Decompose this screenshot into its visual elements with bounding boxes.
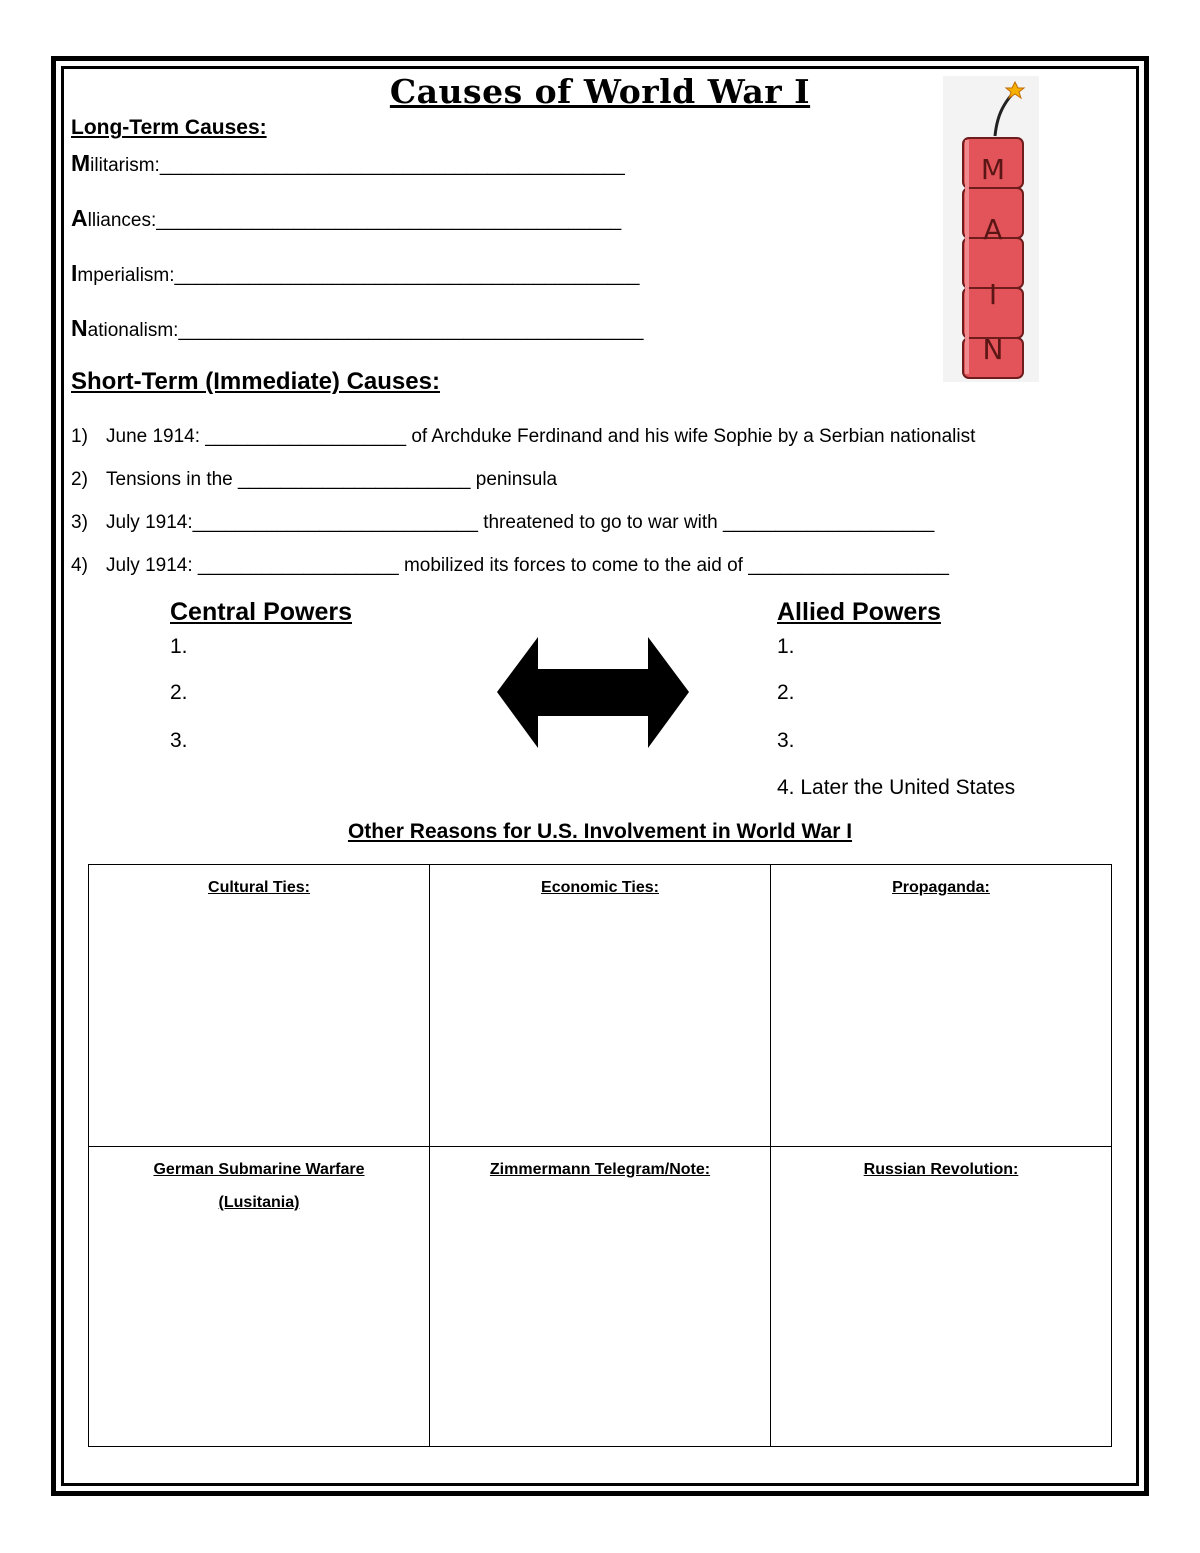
short-term-heading: Short-Term (Immediate) Causes:: [71, 368, 440, 395]
cause-item: [71, 555, 949, 577]
central-powers-heading: Central Powers: [170, 598, 353, 626]
nationalism-blank: ____________________________________________: [178, 320, 644, 341]
dynamite-letter-a: A: [983, 213, 1003, 246]
double-arrow-icon: [495, 635, 691, 755]
cell-label: Zimmermann Telegram/Note:: [489, 1161, 711, 1178]
cell-label: Economic Ties:: [541, 879, 659, 896]
alliances-line: [71, 205, 621, 232]
alliances-label: lliances:: [87, 210, 157, 231]
cause-item: [71, 469, 557, 491]
alliances-initial: A: [71, 205, 88, 231]
dynamite-letter-n: N: [982, 333, 1004, 366]
nationalism-label: ationalism:: [87, 320, 179, 341]
cause-text: July 1914:___________________________ threatened to go to war with ____________________: [106, 512, 935, 533]
alliances-blank: ____________________________________________: [156, 210, 622, 231]
cell-label: Russian Revolution:: [863, 1161, 1019, 1178]
zimmermann-telegram-cell[interactable]: [430, 1147, 771, 1447]
cell-label: Propaganda:: [892, 879, 990, 896]
cause-text: July 1914: ___________________ mobilized its forces to come to the aid of ___________________: [106, 555, 949, 576]
imperialism-label: mperialism:: [77, 265, 175, 286]
allied-power-item: 1.: [777, 635, 795, 658]
nationalism-initial: N: [71, 315, 88, 341]
central-power-item: 2.: [170, 681, 188, 704]
cause-item: [71, 512, 934, 534]
cultural-ties-cell[interactable]: [89, 865, 430, 1147]
dynamite-letter-i: I: [988, 278, 998, 311]
long-term-heading: Long-Term Causes:: [71, 116, 267, 139]
militarism-line: [71, 150, 625, 177]
militarism-blank: ____________________________________________: [159, 155, 625, 176]
allied-power-item: 3.: [777, 729, 795, 752]
other-reasons-heading: Other Reasons for U.S. Involvement in World War I: [347, 820, 853, 843]
imperialism-line: [71, 260, 639, 287]
cause-number: 3): [71, 512, 88, 533]
other-reasons-table: [88, 864, 1112, 1447]
allied-power-item: 4. Later the United States: [777, 776, 1016, 799]
cause-text: Tensions in the ______________________ peninsula: [106, 469, 558, 490]
cell-sublabel: (Lusitania): [218, 1194, 300, 1211]
dynamite-letter-m: M: [980, 153, 1006, 186]
allied-power-item: 2.: [777, 681, 795, 704]
dynamite-icon: [943, 76, 1039, 382]
central-power-item: 1.: [170, 635, 188, 658]
allied-powers-heading: Allied Powers: [777, 598, 941, 626]
imperialism-initial: I: [71, 260, 78, 286]
cause-number: 1): [71, 426, 88, 447]
central-power-item: 3.: [170, 729, 188, 752]
cause-number: 4): [71, 555, 88, 576]
imperialism-blank: ____________________________________________: [174, 265, 640, 286]
russian-revolution-cell[interactable]: [771, 1147, 1112, 1447]
propaganda-cell[interactable]: [771, 865, 1112, 1147]
economic-ties-cell[interactable]: [430, 865, 771, 1147]
militarism-label: ilitarism:: [90, 155, 160, 176]
cause-text: June 1914: ___________________ of Archduke Ferdinand and his wife Sophie by a Serbian nationalist: [106, 426, 976, 447]
nationalism-line: [71, 315, 643, 342]
page-title: Causes of World War I: [389, 72, 811, 111]
submarine-warfare-cell[interactable]: [89, 1147, 430, 1447]
cell-label: Cultural Ties:: [208, 879, 310, 896]
dynamite-illustration: [943, 76, 1039, 382]
cause-item: [71, 426, 975, 448]
militarism-initial: M: [71, 150, 91, 176]
cell-label: German Submarine Warfare: [153, 1161, 365, 1178]
cause-number: 2): [71, 469, 88, 490]
